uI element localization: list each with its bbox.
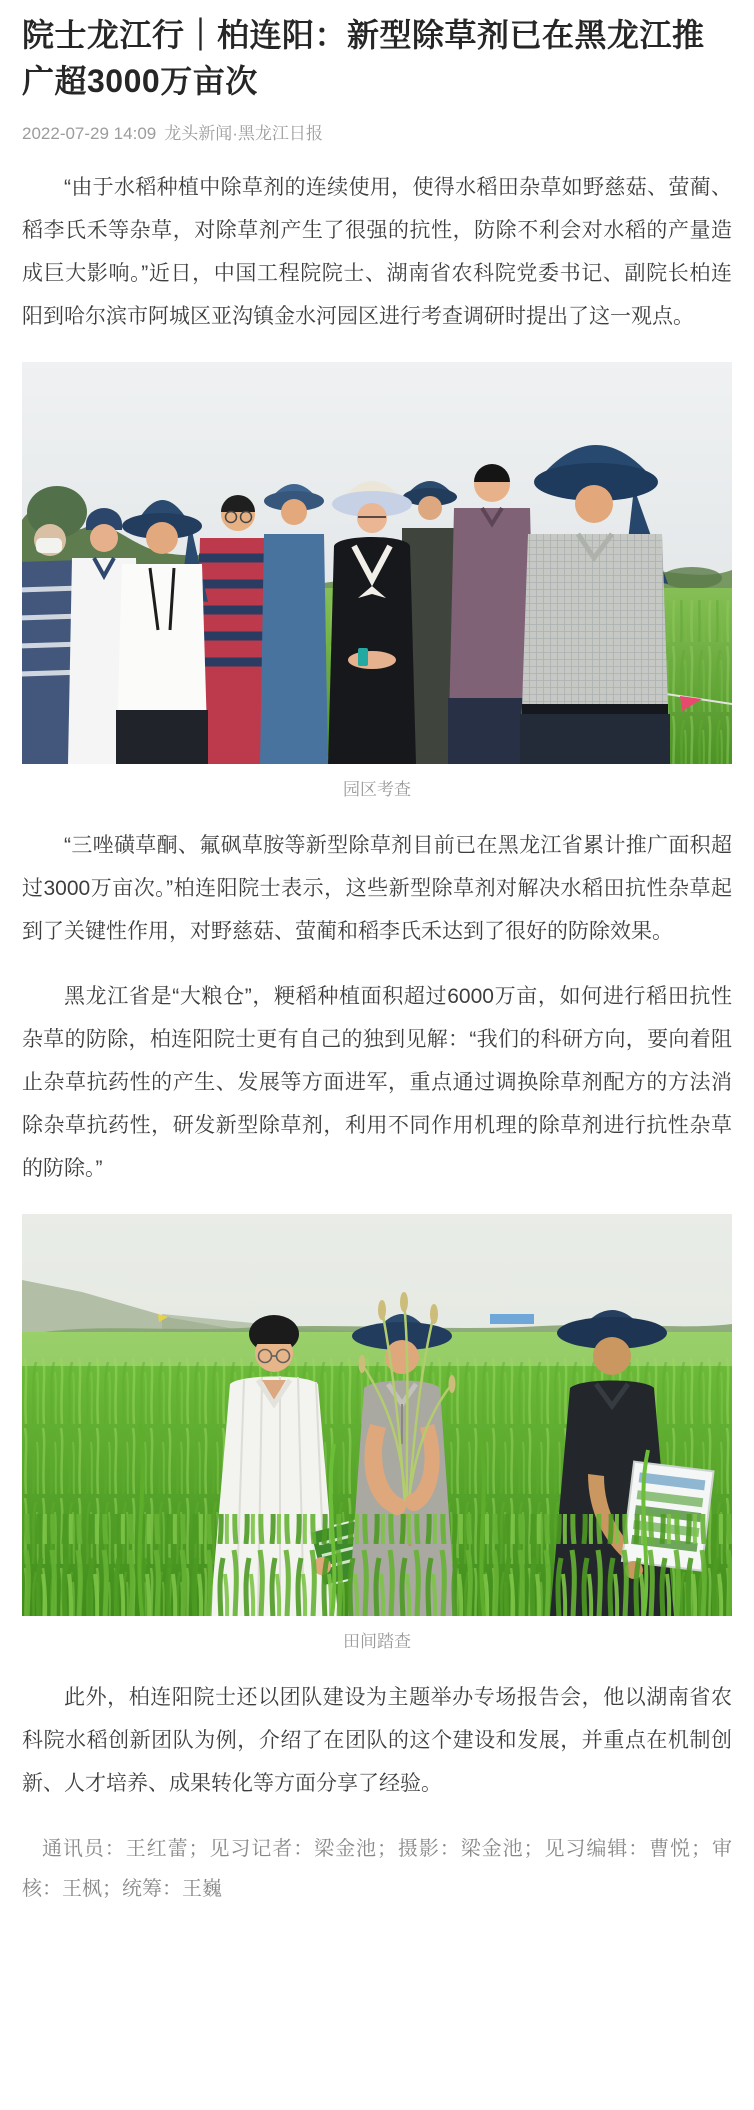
photo-park-inspection bbox=[22, 362, 732, 764]
figure-caption-field-survey: 田间踏查 bbox=[343, 1632, 411, 1651]
article-meta bbox=[22, 119, 732, 144]
figure-park-inspection bbox=[22, 362, 732, 802]
figure-caption-park-inspection: 园区考查 bbox=[343, 780, 411, 799]
article-paragraph-3: 黑龙江省是“大粮仓”，粳稻种植面积超过6000万亩，如何进行稻田抗性杂草的防除，柏连阳院士更有自己的独到见解：“我们的科研方向，要向着阻止杂草抗药性的产生、发展等方面进军，重点通过调换除草剂配方的方法消除杂草抗药性，研发新型除草剂，利用不同作用机理的除草剂进行抗性杂草的防除。” bbox=[22, 985, 732, 1180]
publish-time: 2022-07-29 14:09 bbox=[22, 124, 157, 143]
photo-park-inspection-illustration bbox=[22, 362, 732, 764]
article-credits: 通讯员：王红蕾；见习记者：梁金池；摄影：梁金池；见习编辑：曹悦；审核：王枫；统筹：王巍 bbox=[22, 1838, 732, 1900]
article-paragraph-4: 此外，柏连阳院士还以团队建设为主题举办专场报告会，他以湖南省农科院水稻创新团队为例，介绍了在团队的这个建设和发展，并重点在机制创新、人才培养、成果转化等方面分享了经验。 bbox=[22, 1686, 732, 1795]
figure-field-survey bbox=[22, 1214, 732, 1654]
source-name: 龙头新闻·黑龙江日报 bbox=[164, 124, 323, 143]
article-title: 院士龙江行｜柏连阳：新型除草剂已在黑龙江推广超3000万亩次 bbox=[22, 17, 705, 99]
photo-field-survey bbox=[22, 1214, 732, 1616]
photo-field-survey-illustration bbox=[22, 1214, 732, 1616]
article-paragraph-1: “由于水稻种植中除草剂的连续使用，使得水稻田杂草如野慈菇、萤蔺、稻李氏禾等杂草，对除草剂产生了很强的抗性，防除不利会对水稻的产量造成巨大影响。”近日，中国工程院院士、湖南省农科院党委书记、副院长柏连阳到哈尔滨市阿城区亚沟镇金水河园区进行考查调研时提出了这一观点。 bbox=[22, 176, 732, 328]
article-paragraph-2: “三唑磺草酮、氟砜草胺等新型除草剂目前已在黑龙江省累计推广面积超过3000万亩次。”柏连阳院士表示，这些新型除草剂对解决水稻田抗性杂草起到了关键性作用，对野慈菇、萤蔺和稻李氏禾达到了很好的防除效果。 bbox=[22, 834, 732, 943]
